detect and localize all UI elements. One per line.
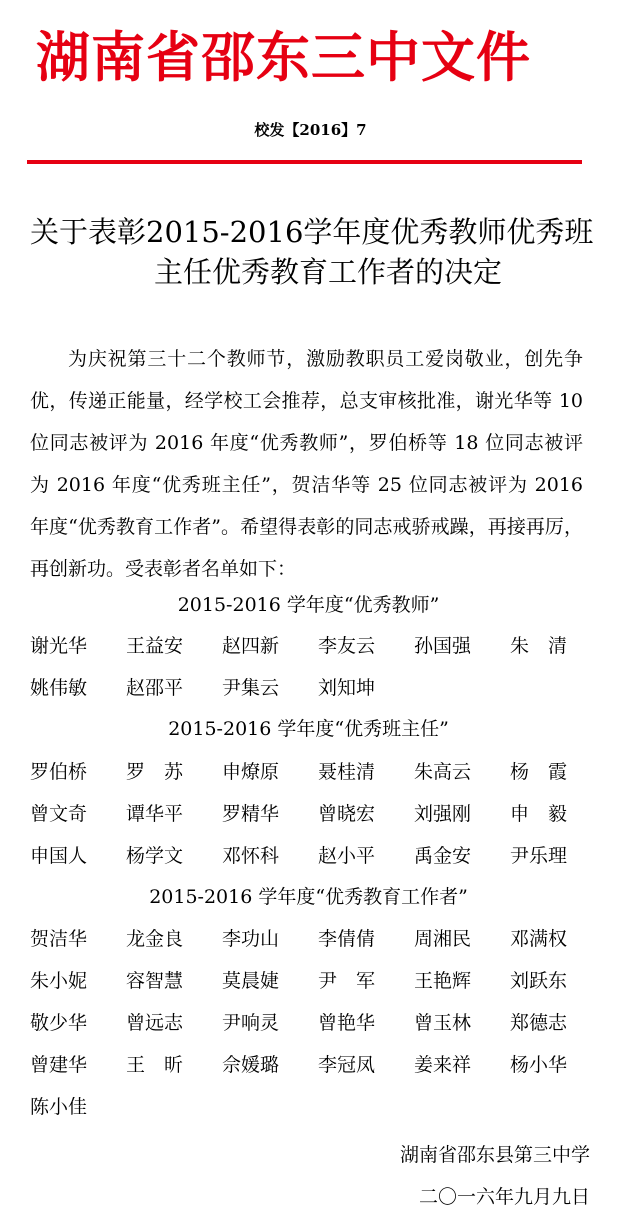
honoree-name: 罗伯桥 [30, 761, 88, 783]
honoree-name: 朱小妮 [30, 970, 88, 992]
honoree-name: 赵小平 [318, 845, 376, 867]
honoree-name: 贺洁华 [30, 928, 88, 950]
honoree-name: 朱高云 [414, 761, 472, 783]
honoree-name: 杨小华 [510, 1054, 568, 1076]
honoree-name: 邓怀科 [222, 845, 280, 867]
document-number: 校发【2016】7 [254, 121, 367, 139]
section-heading-excellent-teachers: 2015-2016 学年度“优秀教师” [177, 594, 440, 616]
title-line-2: 主任优秀教育工作者的决定 [154, 255, 503, 289]
honoree-name: 曾艳华 [318, 1012, 376, 1034]
title-line-1: 关于表彰2015-2016学年度优秀教师优秀班 [30, 215, 594, 249]
honoree-name: 容智慧 [126, 970, 184, 992]
honoree-name: 刘强刚 [414, 803, 472, 825]
honoree-name: 王艳辉 [414, 970, 472, 992]
honoree-name: 尹 军 [318, 970, 376, 992]
honoree-name: 莫晨婕 [222, 970, 280, 992]
honoree-name: 王 昕 [126, 1054, 184, 1076]
honoree-name: 邓满权 [510, 928, 568, 950]
honoree-name: 赵四新 [222, 635, 280, 657]
body-paragraph: 为庆祝第三十二个教师节，激励教职员工爱岗敬业，创先争优，传递正能量，经学校工会推荐，总支审核批准，谢光华等 10 位同志被评为 2016 年度“优秀教师”，罗伯桥等 18 位同志被评为 2016 年度“优秀班主任”，贺洁华等 25 位同志被评为 2016 年度“优秀教育工作者”。希望得表彰的同志戒骄戒躁，再接再厉，再创新功。受表彰者名单如下： [30, 348, 583, 580]
honoree-name: 刘跃东 [510, 970, 568, 992]
honoree-name: 尹响灵 [222, 1012, 280, 1034]
honoree-name: 罗精华 [222, 803, 280, 825]
document-title [30, 212, 595, 292]
honoree-name: 朱 清 [510, 635, 568, 657]
honoree-name: 陈小佳 [30, 1096, 88, 1118]
honoree-name: 罗 苏 [126, 761, 184, 783]
signature-date: 二〇一六年九月九日 [418, 1186, 590, 1208]
honoree-name: 曾远志 [126, 1012, 184, 1034]
honoree-name: 曾玉林 [414, 1012, 472, 1034]
honoree-name: 姜来祥 [414, 1054, 472, 1076]
section-heading-excellent-class-teachers: 2015-2016 学年度“优秀班主任” [168, 718, 449, 740]
honoree-name: 杨学文 [126, 845, 184, 867]
signature-organization: 湖南省邵东县第三中学 [399, 1144, 590, 1166]
name-list-excellent-class-teachers [30, 758, 600, 884]
honoree-name: 尹乐理 [510, 845, 568, 867]
honoree-name: 龙金良 [126, 928, 184, 950]
honoree-name: 谭华平 [126, 803, 184, 825]
honoree-name: 曾建华 [30, 1054, 88, 1076]
honoree-name: 姚伟敏 [30, 677, 88, 699]
name-list-excellent-teachers [30, 632, 600, 716]
honoree-name: 孙国强 [414, 635, 472, 657]
honoree-name: 王益安 [126, 635, 184, 657]
honoree-name: 申国人 [30, 845, 88, 867]
masthead-title: 湖南省邵东三中文件 [36, 26, 531, 89]
honoree-name: 赵邵平 [126, 677, 184, 699]
honoree-name: 佘媛璐 [222, 1054, 280, 1076]
honoree-name: 敬少华 [30, 1012, 88, 1034]
honoree-name: 李功山 [222, 928, 280, 950]
honoree-name: 申燎原 [222, 761, 280, 783]
honoree-name: 谢光华 [30, 635, 88, 657]
honoree-name: 禹金安 [414, 845, 472, 867]
honoree-name: 周湘民 [414, 928, 472, 950]
name-list-excellent-educators [30, 925, 600, 1135]
section-heading-excellent-educators: 2015-2016 学年度“优秀教育工作者” [149, 886, 468, 908]
honoree-name: 李冠凤 [318, 1054, 376, 1076]
honoree-name: 刘知坤 [318, 677, 376, 699]
red-divider-line [27, 160, 582, 164]
honoree-name: 申 毅 [510, 803, 568, 825]
honoree-name: 李倩倩 [318, 928, 376, 950]
honoree-name: 尹集云 [222, 677, 280, 699]
honoree-name: 曾晓宏 [318, 803, 376, 825]
honoree-name: 郑德志 [510, 1012, 568, 1034]
honoree-name: 聂桂清 [318, 761, 376, 783]
honoree-name: 曾文奇 [30, 803, 88, 825]
honoree-name: 杨 霞 [510, 761, 568, 783]
honoree-name: 李友云 [318, 635, 376, 657]
